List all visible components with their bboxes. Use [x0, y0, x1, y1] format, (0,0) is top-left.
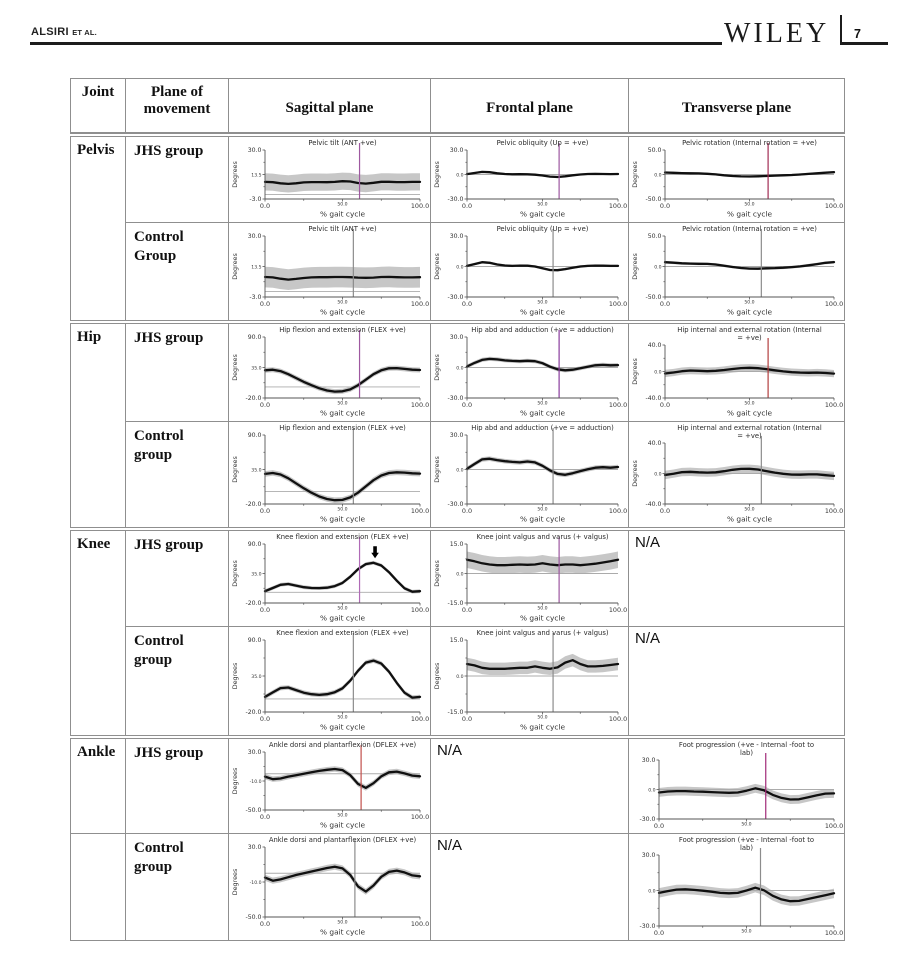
svg-text:0.0: 0.0: [659, 300, 671, 308]
svg-text:0.0: 0.0: [461, 300, 473, 308]
svg-text:100.0: 100.0: [608, 606, 628, 614]
svg-text:-10.0: -10.0: [249, 881, 262, 886]
svg-text:lab): lab): [739, 749, 754, 757]
svg-text:Ankle dorsi and plantarflexion: Ankle dorsi and plantarflexion (DFLEX +ve): [268, 836, 417, 844]
chart-knee-control-sagittal: [229, 627, 430, 735]
svg-text:0.0: 0.0: [653, 822, 665, 830]
running-head: [31, 26, 97, 38]
svg-text:-20.0: -20.0: [245, 709, 262, 716]
svg-text:% gait cycle: % gait cycle: [320, 209, 365, 219]
svg-text:0.0: 0.0: [654, 472, 662, 478]
svg-text:0.0: 0.0: [653, 929, 665, 937]
svg-text:50.0: 50.0: [744, 507, 755, 513]
plot-cell: [629, 137, 844, 223]
svg-text:-50.0: -50.0: [245, 914, 262, 921]
svg-text:100.0: 100.0: [410, 401, 430, 409]
svg-text:50.0: 50.0: [537, 715, 548, 721]
svg-text:50.0: 50.0: [537, 401, 548, 407]
svg-text:100.0: 100.0: [608, 202, 628, 210]
svg-text:0.0: 0.0: [456, 173, 464, 179]
svg-text:% gait cycle: % gait cycle: [520, 209, 565, 219]
svg-text:Degrees: Degrees: [231, 354, 239, 381]
svg-text:30.0: 30.0: [449, 233, 464, 240]
plot-cell: [431, 531, 629, 627]
chart-ankle-jhs-transverse: [629, 739, 844, 833]
plot-cell: [629, 422, 844, 527]
svg-text:% gait cycle: % gait cycle: [727, 307, 772, 317]
page-number-rule: [840, 42, 888, 45]
svg-text:Knee flexion and extension (FL: Knee flexion and extension (FLEX +ve): [276, 629, 409, 637]
column-header-plane-of-movement: Plane of movement: [126, 79, 229, 133]
svg-text:% gait cycle: % gait cycle: [320, 722, 365, 732]
svg-text:Degrees: Degrees: [231, 868, 239, 896]
svg-text:100.0: 100.0: [824, 401, 844, 409]
svg-text:-20.0: -20.0: [245, 600, 262, 607]
group-label-ankle-jhs: JHS group: [126, 739, 229, 834]
svg-text:Ankle dorsi and plantarflexion: Ankle dorsi and plantarflexion (DFLEX +ve): [268, 741, 417, 749]
svg-text:50.0: 50.0: [647, 233, 662, 240]
svg-text:0.0: 0.0: [456, 675, 464, 680]
svg-text:Pelvic obliquity (Up = +ve): Pelvic obliquity (Up = +ve): [496, 225, 589, 233]
svg-text:50.0: 50.0: [537, 300, 548, 306]
svg-text:0.0: 0.0: [259, 606, 271, 614]
svg-text:% gait cycle: % gait cycle: [320, 927, 365, 937]
running-head-authors: ALSIRI: [31, 26, 69, 38]
svg-text:100.0: 100.0: [410, 507, 430, 515]
svg-text:Knee joint valgus and varus (+: Knee joint valgus and varus (+ valgus): [476, 629, 609, 637]
svg-text:% gait cycle: % gait cycle: [320, 307, 365, 317]
svg-text:100.0: 100.0: [824, 507, 844, 515]
svg-text:% gait cycle: % gait cycle: [520, 613, 565, 623]
svg-text:90.0: 90.0: [247, 541, 262, 548]
svg-text:100.0: 100.0: [410, 202, 430, 210]
svg-text:50.0: 50.0: [647, 147, 662, 154]
svg-text:100.0: 100.0: [410, 813, 430, 821]
chart-hip-jhs-frontal: [431, 324, 628, 421]
svg-text:100.0: 100.0: [608, 715, 628, 723]
svg-text:-30.0: -30.0: [639, 816, 656, 823]
svg-text:50.0: 50.0: [537, 202, 548, 208]
column-header-joint: Joint: [71, 79, 126, 133]
svg-text:0.0: 0.0: [259, 507, 271, 515]
chart-knee-jhs-frontal: [431, 531, 628, 626]
svg-text:Hip flexion and extension (FLE: Hip flexion and extension (FLEX +ve): [279, 326, 406, 334]
na-cell-knee-control-transverse: N/A: [635, 630, 661, 647]
svg-text:Degrees: Degrees: [631, 460, 639, 487]
svg-text:50.0: 50.0: [337, 202, 348, 208]
svg-text:-50.0: -50.0: [645, 294, 662, 301]
svg-text:Hip flexion and extension (FLE: Hip flexion and extension (FLEX +ve): [279, 424, 406, 432]
svg-text:Degrees: Degrees: [231, 161, 239, 188]
svg-text:50.0: 50.0: [337, 401, 348, 407]
svg-text:50.0: 50.0: [744, 300, 755, 306]
svg-text:= +ve): = +ve): [737, 334, 762, 342]
svg-text:0.0: 0.0: [259, 202, 271, 210]
svg-text:-30.0: -30.0: [447, 196, 464, 203]
group-label-pelvis-control: Control Group: [126, 223, 229, 320]
svg-text:Degrees: Degrees: [631, 161, 639, 188]
svg-text:Degrees: Degrees: [231, 253, 239, 280]
publisher-logo: WILEY: [724, 18, 830, 49]
svg-text:-20.0: -20.0: [245, 395, 262, 402]
svg-text:50.0: 50.0: [337, 813, 348, 819]
svg-text:0.0: 0.0: [648, 788, 656, 794]
table-header-row: [70, 78, 845, 134]
svg-text:Foot progression (+ve - Intern: Foot progression (+ve - Internal -foot to: [678, 836, 815, 844]
svg-text:0.0: 0.0: [259, 300, 271, 308]
svg-text:30.0: 30.0: [449, 432, 464, 439]
svg-text:-20.0: -20.0: [245, 501, 262, 508]
svg-text:0.0: 0.0: [461, 507, 473, 515]
svg-text:Degrees: Degrees: [231, 560, 239, 587]
empty-joint-cell: [71, 834, 126, 940]
chart-pelvis-jhs-frontal: [431, 137, 628, 222]
group-label-ankle-control: Control group: [126, 834, 229, 940]
chart-pelvis-jhs-transverse: [629, 137, 844, 222]
svg-text:% gait cycle: % gait cycle: [727, 514, 772, 524]
svg-text:100.0: 100.0: [410, 920, 430, 928]
svg-text:50.0: 50.0: [744, 401, 755, 407]
svg-text:Degrees: Degrees: [433, 161, 441, 188]
svg-text:Degrees: Degrees: [433, 354, 441, 381]
chart-pelvis-control-transverse: [629, 223, 844, 320]
group-label-knee-control: Control group: [126, 627, 229, 735]
table-block-knee: [70, 530, 845, 736]
svg-text:% gait cycle: % gait cycle: [520, 722, 565, 732]
chart-ankle-control-transverse: [629, 834, 844, 940]
svg-text:90.0: 90.0: [247, 637, 262, 644]
chart-hip-control-transverse: [629, 422, 844, 527]
svg-text:Degrees: Degrees: [231, 662, 239, 690]
joint-label-knee: Knee: [71, 531, 126, 735]
svg-text:-50.0: -50.0: [245, 807, 262, 814]
column-header-sagittal: Sagittal plane: [229, 79, 431, 133]
svg-text:Hip internal and external rota: Hip internal and external rotation (Internal: [677, 326, 822, 334]
svg-text:Pelvic rotation (Internal rota: Pelvic rotation (Internal rotation = +ve): [682, 139, 817, 147]
svg-text:50.0: 50.0: [337, 300, 348, 306]
svg-text:100.0: 100.0: [824, 300, 844, 308]
svg-text:-50.0: -50.0: [645, 196, 662, 203]
svg-text:0.0: 0.0: [461, 202, 473, 210]
svg-text:30.0: 30.0: [247, 233, 262, 240]
svg-text:0.0: 0.0: [648, 889, 656, 895]
svg-text:% gait cycle: % gait cycle: [520, 307, 565, 317]
svg-text:% gait cycle: % gait cycle: [320, 408, 365, 418]
svg-text:-15.0: -15.0: [447, 709, 464, 716]
svg-text:0.0: 0.0: [461, 401, 473, 409]
group-label-knee-jhs: JHS group: [126, 531, 229, 627]
table-block-hip: [70, 323, 845, 528]
header-rule: [30, 42, 722, 45]
svg-text:-30.0: -30.0: [447, 294, 464, 301]
na-cell-ankle-control-frontal: N/A: [431, 834, 629, 940]
column-header-frontal: Frontal plane: [431, 79, 629, 133]
running-head-etal: ET AL.: [72, 28, 97, 37]
svg-text:100.0: 100.0: [824, 202, 844, 210]
svg-text:30.0: 30.0: [641, 757, 656, 764]
joint-label-ankle: Ankle: [71, 739, 126, 834]
svg-text:Degrees: Degrees: [433, 456, 441, 483]
chart-pelvis-control-sagittal: [229, 223, 430, 320]
svg-text:0.0: 0.0: [654, 265, 662, 271]
svg-text:-15.0: -15.0: [447, 600, 464, 607]
svg-text:35.0: 35.0: [251, 366, 262, 372]
na-cell-knee-jhs-transverse: N/A: [629, 531, 844, 627]
svg-text:% gait cycle: % gait cycle: [520, 514, 565, 524]
svg-text:Pelvic rotation (Internal rota: Pelvic rotation (Internal rotation = +ve): [682, 225, 817, 233]
plot-cell: [431, 137, 629, 223]
svg-text:Pelvic tilt (ANT +ve): Pelvic tilt (ANT +ve): [308, 225, 377, 233]
plot-cell: [431, 422, 629, 527]
svg-text:= +ve): = +ve): [737, 432, 762, 440]
chart-knee-jhs-sagittal: [229, 531, 430, 626]
svg-text:0.0: 0.0: [659, 507, 671, 515]
joint-label-hip: Hip: [71, 324, 126, 527]
plot-cell: [431, 627, 629, 735]
svg-text:0.0: 0.0: [456, 468, 464, 474]
svg-text:% gait cycle: % gait cycle: [727, 408, 772, 418]
svg-text:30.0: 30.0: [247, 147, 262, 154]
svg-text:-40.0: -40.0: [645, 501, 662, 508]
plot-cell: [229, 422, 431, 527]
group-label-pelvis-jhs: JHS group: [126, 137, 229, 223]
svg-text:Hip abd and adduction (+ve = a: Hip abd and adduction (+ve = adduction): [471, 326, 614, 334]
svg-text:Degrees: Degrees: [433, 662, 441, 690]
svg-text:-10.0: -10.0: [249, 780, 262, 785]
svg-text:Hip internal and external rota: Hip internal and external rotation (Internal: [677, 424, 822, 432]
svg-text:50.0: 50.0: [337, 606, 348, 612]
plot-cell: [629, 223, 844, 320]
svg-text:50.0: 50.0: [337, 715, 348, 721]
plot-cell: [229, 137, 431, 223]
svg-text:0.0: 0.0: [654, 370, 662, 376]
svg-text:0.0: 0.0: [456, 572, 464, 578]
svg-text:0.0: 0.0: [259, 715, 271, 723]
svg-text:0.0: 0.0: [659, 202, 671, 210]
svg-text:30.0: 30.0: [641, 852, 656, 859]
svg-text:100.0: 100.0: [824, 822, 844, 830]
svg-text:50.0: 50.0: [537, 606, 548, 612]
group-label-hip-jhs: JHS group: [126, 324, 229, 422]
svg-text:100.0: 100.0: [824, 929, 844, 937]
svg-text:100.0: 100.0: [608, 507, 628, 515]
svg-text:100.0: 100.0: [608, 300, 628, 308]
svg-text:Degrees: Degrees: [231, 456, 239, 483]
svg-text:Foot progression (+ve - Intern: Foot progression (+ve - Internal -foot to: [678, 741, 815, 749]
svg-text:90.0: 90.0: [247, 432, 262, 439]
svg-text:50.0: 50.0: [741, 929, 752, 935]
svg-text:50.0: 50.0: [537, 507, 548, 513]
plot-cell: [229, 834, 431, 940]
plot-cell: [629, 324, 844, 422]
svg-text:% gait cycle: % gait cycle: [320, 820, 365, 830]
svg-text:% gait cycle: % gait cycle: [320, 514, 365, 524]
svg-text:-3.0: -3.0: [249, 196, 262, 203]
plot-cell: [431, 223, 629, 320]
svg-text:100.0: 100.0: [410, 606, 430, 614]
chart-pelvis-control-frontal: [431, 223, 628, 320]
table-block-ankle: [70, 738, 845, 941]
svg-text:30.0: 30.0: [247, 749, 262, 756]
svg-text:% gait cycle: % gait cycle: [520, 408, 565, 418]
svg-text:50.0: 50.0: [337, 507, 348, 513]
svg-text:100.0: 100.0: [608, 401, 628, 409]
svg-text:30.0: 30.0: [449, 334, 464, 341]
svg-text:50.0: 50.0: [741, 822, 752, 828]
chart-hip-jhs-sagittal: [229, 324, 430, 421]
results-table: [70, 78, 845, 943]
plot-cell: [431, 324, 629, 422]
column-header-transverse: Transverse plane: [629, 79, 844, 133]
chart-ankle-jhs-sagittal: [229, 739, 430, 833]
svg-text:Knee joint valgus and varus (+: Knee joint valgus and varus (+ valgus): [476, 533, 609, 541]
svg-text:100.0: 100.0: [410, 300, 430, 308]
svg-text:-30.0: -30.0: [639, 923, 656, 930]
svg-text:0.0: 0.0: [259, 920, 271, 928]
chart-hip-control-sagittal: [229, 422, 430, 527]
chart-ankle-control-sagittal: [229, 834, 430, 940]
svg-text:0.0: 0.0: [461, 715, 473, 723]
chart-pelvis-jhs-sagittal: [229, 137, 430, 222]
svg-text:90.0: 90.0: [247, 334, 262, 341]
svg-text:30.0: 30.0: [247, 844, 262, 851]
svg-text:40.0: 40.0: [647, 342, 662, 349]
svg-text:-30.0: -30.0: [447, 395, 464, 402]
svg-text:-30.0: -30.0: [447, 501, 464, 508]
chart-hip-jhs-transverse: [629, 324, 844, 421]
chart-hip-control-frontal: [431, 422, 628, 527]
svg-text:Pelvic tilt (ANT +ve): Pelvic tilt (ANT +ve): [308, 139, 377, 147]
svg-text:Knee flexion and extension (FL: Knee flexion and extension (FLEX +ve): [276, 533, 409, 541]
svg-text:0.0: 0.0: [259, 401, 271, 409]
svg-text:30.0: 30.0: [449, 147, 464, 154]
svg-text:% gait cycle: % gait cycle: [320, 613, 365, 623]
svg-text:15.0: 15.0: [449, 541, 464, 548]
svg-text:35.0: 35.0: [251, 468, 262, 474]
svg-text:0.0: 0.0: [259, 813, 271, 821]
plot-cell: [229, 627, 431, 735]
svg-text:-40.0: -40.0: [645, 395, 662, 402]
svg-text:13.5: 13.5: [251, 173, 262, 179]
group-label-hip-control: Control group: [126, 422, 229, 527]
plot-cell: [229, 223, 431, 320]
plot-cell: [229, 739, 431, 834]
svg-text:Hip abd and adduction (+ve = a: Hip abd and adduction (+ve = adduction): [471, 424, 614, 432]
plot-cell: [629, 834, 844, 940]
svg-text:0.0: 0.0: [456, 366, 464, 372]
plot-cell: [629, 739, 844, 834]
svg-text:Pelvic obliquity (Up = +ve): Pelvic obliquity (Up = +ve): [496, 139, 589, 147]
table-block-pelvis: [70, 136, 845, 321]
svg-text:0.0: 0.0: [456, 265, 464, 271]
joint-label-pelvis: Pelvis: [71, 137, 126, 320]
svg-text:0.0: 0.0: [659, 401, 671, 409]
svg-text:Degrees: Degrees: [433, 560, 441, 587]
logo-divider: [840, 15, 842, 44]
svg-text:0.0: 0.0: [461, 606, 473, 614]
svg-text:-3.0: -3.0: [249, 294, 262, 301]
svg-text:Degrees: Degrees: [433, 253, 441, 280]
svg-text:50.0: 50.0: [337, 920, 348, 926]
na-cell-ankle-jhs-frontal: N/A: [431, 739, 629, 834]
svg-text:35.0: 35.0: [251, 675, 262, 680]
plot-cell: [229, 324, 431, 422]
svg-text:40.0: 40.0: [647, 440, 662, 447]
svg-text:Degrees: Degrees: [631, 358, 639, 385]
svg-text:Degrees: Degrees: [631, 253, 639, 280]
svg-text:lab): lab): [739, 844, 754, 852]
page-number: 7: [854, 27, 861, 41]
plot-cell: [229, 531, 431, 627]
svg-text:% gait cycle: % gait cycle: [727, 209, 772, 219]
svg-text:15.0: 15.0: [449, 637, 464, 644]
svg-text:100.0: 100.0: [410, 715, 430, 723]
svg-text:Degrees: Degrees: [231, 767, 239, 795]
svg-text:35.0: 35.0: [251, 572, 262, 578]
svg-text:0.0: 0.0: [654, 173, 662, 179]
svg-text:13.5: 13.5: [251, 265, 262, 271]
chart-knee-control-frontal: [431, 627, 628, 735]
svg-text:50.0: 50.0: [744, 202, 755, 208]
